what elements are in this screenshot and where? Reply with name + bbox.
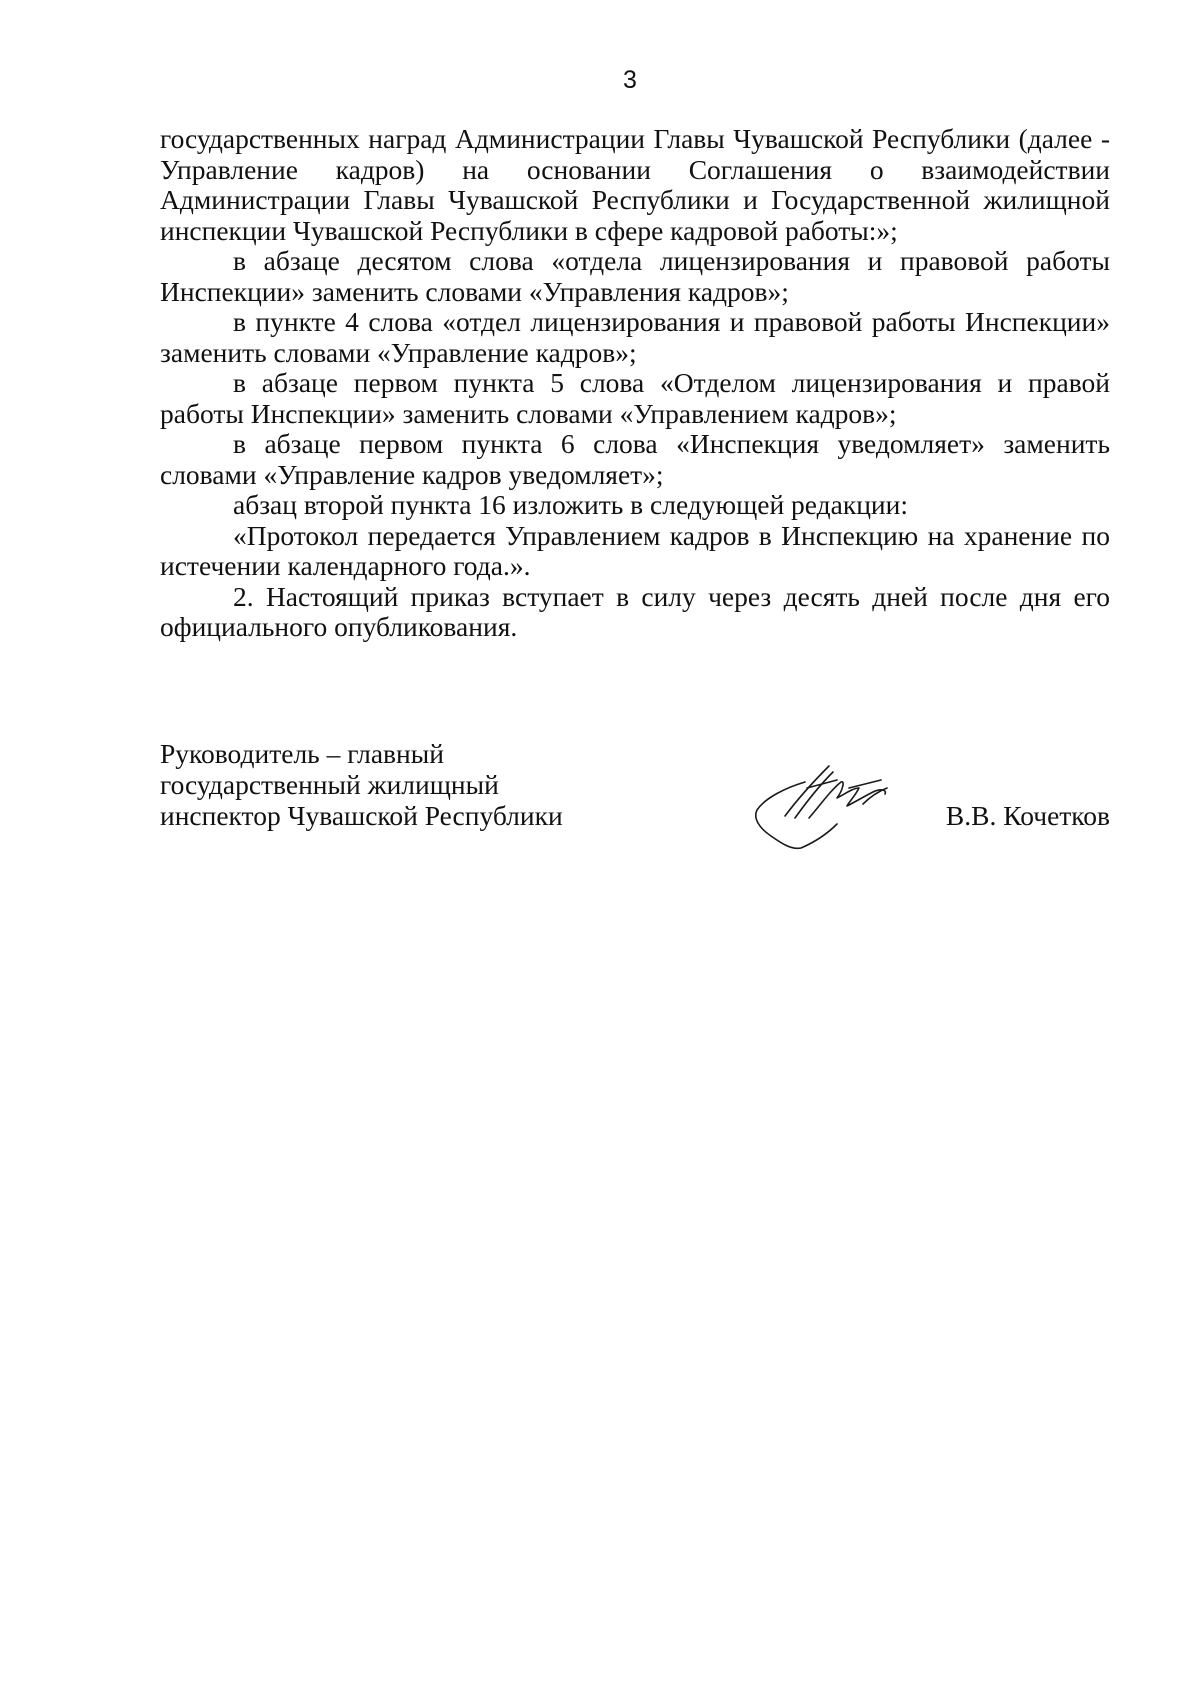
paragraph: абзац второй пункта 16 изложить в следующей редакции:: [233, 489, 908, 520]
paragraph: государственных наград Администрации Главы Чувашской Республики (далее - Управление кадров) на основании Соглашения о взаимодействии Администрации Главы Чувашской Республики и Государственной жилищной инспекции Чувашской Республики в сфере кадровой работы:»;: [160, 123, 1110, 246]
paragraph: в абзаце первом пункта 5 слова «Отделом лицензирования и правой работы Инспекции» заменить словами «Управлением кадров»;: [160, 367, 1110, 429]
handwritten-signature: [745, 758, 905, 858]
paragraph: 2. Настоящий приказ вступает в силу через десять дней после дня его официального опубликования.: [160, 580, 1110, 642]
paragraph: в пункте 4 слова «отдел лицензирования и правовой работы Инспекции» заменить словами «Управление кадров»;: [160, 306, 1110, 368]
signer-title-line: инспектор Чувашской Республики: [160, 800, 563, 831]
signature-block: [160, 738, 1110, 878]
signer-title: [160, 738, 563, 831]
signer-title-line: государственный жилищный: [160, 769, 499, 800]
page-number: 3: [623, 66, 637, 94]
paragraph: в абзаце первом пункта 6 слова «Инспекция уведомляет» заменить словами «Управление кадров уведомляет»;: [160, 428, 1110, 490]
paragraph: в абзаце десятом слова «отдела лицензирования и правовой работы Инспекции» заменить словами «Управления кадров»;: [160, 245, 1110, 307]
paragraph: «Протокол передается Управлением кадров в Инспекцию на хранение по истечении календарного года.».: [160, 519, 1110, 581]
signer-name: В.В. Кочетков: [945, 800, 1110, 831]
signer-title-line: Руководитель – главный: [160, 738, 444, 769]
body-text: [160, 124, 1110, 643]
